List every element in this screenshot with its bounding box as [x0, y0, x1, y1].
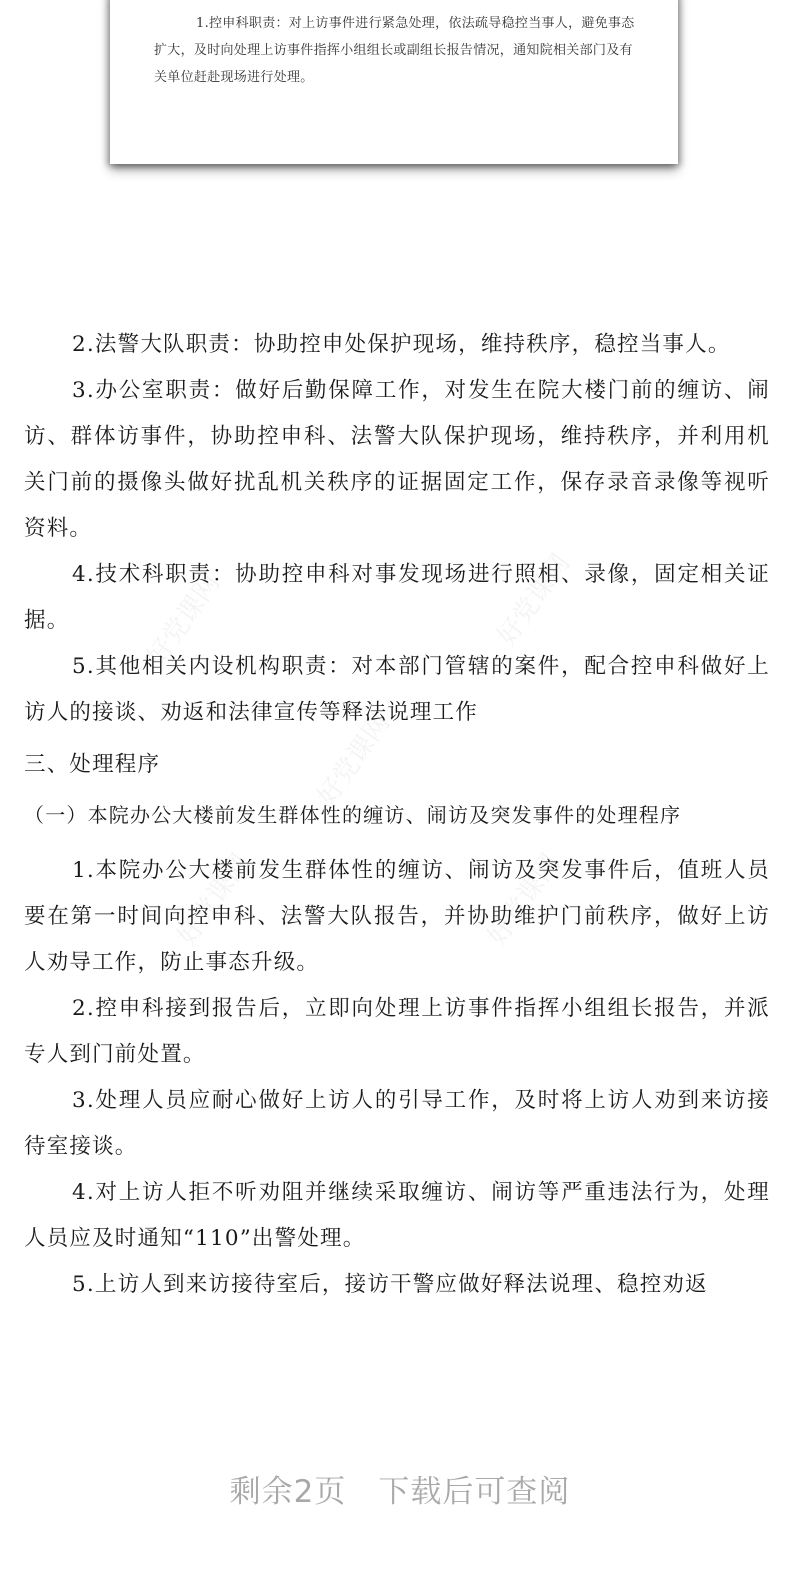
duty-paragraph: 5.其他相关内设机构职责：对本部门管辖的案件，配合控申科做好上访人的接谈、劝返和法律宣传等释法说理工作 — [24, 654, 770, 725]
watermark-logo: 好党课网 — [491, 548, 577, 652]
watermark-logo: 好党课网 — [481, 848, 567, 952]
watermark-logo: 好党课网 — [311, 708, 397, 812]
subsection-heading: （一）本院办公大楼前发生群体性的缠访、闹访及突发事件的处理程序 — [24, 803, 682, 827]
download-prompt[interactable] — [0, 1466, 800, 1511]
watermark-logo: 好党课网 — [171, 848, 257, 952]
section-heading: 三、处理程序 — [24, 752, 161, 777]
step-paragraph: 1.本院办公大楼前发生群体性的缠访、闹访及突发事件后，值班人员要在第一时间向控申科、法警大队报告，并协助维护门前秩序，做好上访人劝导工作，防止事态升级。 — [24, 858, 770, 975]
step-paragraph: 2.控申科接到报告后，立即向处理上访事件指挥小组组长报告，并派专人到门前处置。 — [24, 996, 770, 1067]
step-paragraph: 3.处理人员应耐心做好上访人的引导工作，及时将上访人劝到来访接待室接谈。 — [24, 1088, 770, 1159]
preview-paragraph: 1.控申科职责：对上访事件进行紧急处理，依法疏导稳控当事人，避免事态扩大，及时向处理上访事件指挥小组组长或副组长报告情况，通知院相关部门及有关单位赶赴现场进行处理。 — [154, 16, 635, 85]
document-preview-card — [110, 0, 678, 164]
download-to-view-label: 下载后可查阅 — [378, 1474, 571, 1510]
step-paragraph: 4.对上访人拒不听劝阻并继续采取缠访、闹访等严重违法行为，处理人员应及时通知“110”出警处理。 — [24, 1180, 770, 1251]
duty-paragraph: 2.法警大队职责：协助控申处保护现场，维持秩序，稳控当事人。 — [72, 332, 731, 357]
document-body — [24, 322, 770, 1308]
remaining-pages-label: 剩余2页 — [229, 1474, 347, 1510]
watermark-logo: 好党课网 — [141, 568, 227, 672]
step-paragraph: 5.上访人到来访接待室后，接访干警应做好释法说理、稳控劝返 — [72, 1272, 708, 1297]
duty-paragraph: 4.技术科职责：协助控申科对事发现场进行照相、录像，固定相关证据。 — [24, 562, 770, 633]
duty-paragraph: 3.办公室职责：做好后勤保障工作，对发生在院大楼门前的缠访、闹访、群体访事件，协助控申科、法警大队保护现场，维持秩序，并利用机关门前的摄像头做好扰乱机关秩序的证据固定工作，保存录音录像等视听资料。 — [24, 378, 770, 541]
